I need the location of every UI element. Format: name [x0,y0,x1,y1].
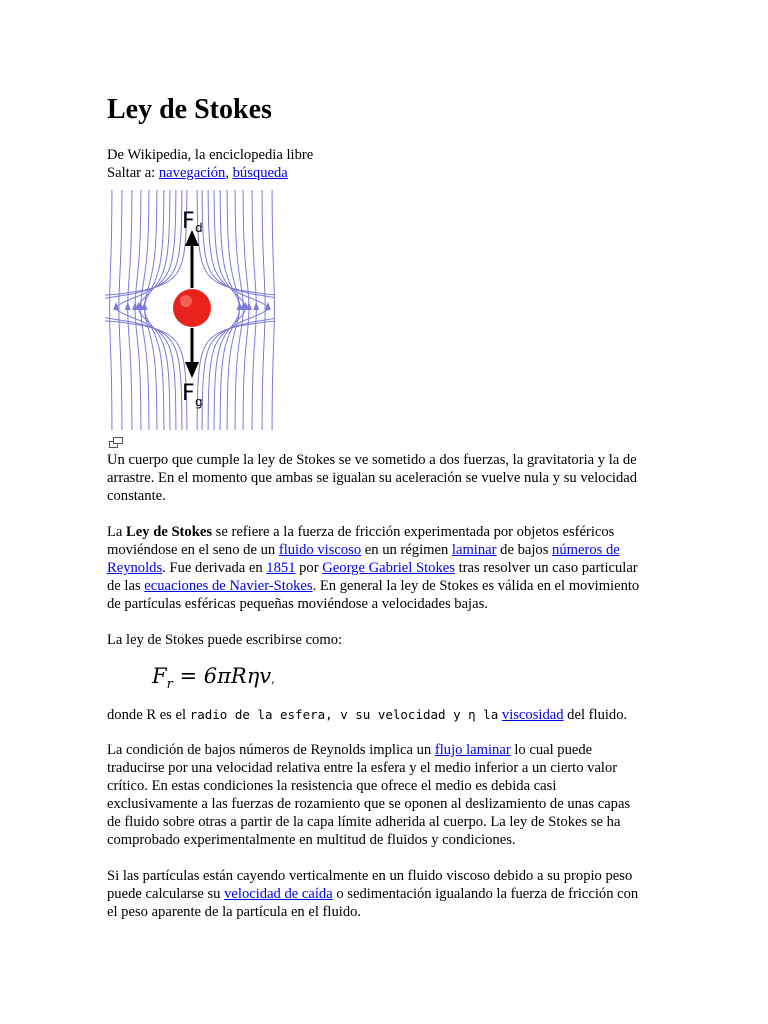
text-span: F [152,664,167,688]
text-span: exclusivamente a las fuerzas de rozamiento que se oponen al deslizamiento de unas capas [107,796,631,812]
text-span: crítico. En estas condiciones la resistencia que ofrece el medio es debida casi [107,778,557,794]
jump-prefix: Saltar a: [107,165,159,181]
text-span: = 6πRηv [172,664,272,688]
streamline [220,190,239,430]
text-span: en un régimen [361,542,452,558]
enlarge-icon[interactable] [109,437,123,448]
text-span: lo cual puede [510,742,593,758]
text-span: moviéndose en el seno de un [107,542,279,558]
nav-link[interactable]: navegación [158,165,226,181]
text-span: La [107,524,127,540]
link-velocidad-caida[interactable]: velocidad de caída [224,886,333,902]
text-span: de fluido sobre otras a partir de la capa límite adherida al cuerpo. La ley de Stokes se ha [107,814,621,830]
text-span: puede calcularse su [107,886,225,902]
figure-caption [107,451,667,505]
paragraph-formula-intro [107,631,667,649]
gravity-arrow-head [185,362,199,378]
text-span: La condición de bajos números de Reynolds implica un [107,742,435,758]
tagline [107,146,667,164]
paragraph-sedimentation [107,867,667,921]
text-span: De Wikipedia, la enciclopedia libre [107,147,314,163]
text-span: tras resolver un caso particular [454,560,638,576]
text-span: traducirse por una velocidad relativa entre la esfera y el medio inferior a un cierto valor [107,760,618,776]
streamline [145,190,164,430]
text-span: . Fue derivada en [162,560,267,576]
label-fg-sub: g [195,395,203,409]
stokes-figure[interactable] [105,190,275,430]
text-span: del fluido. [563,707,628,723]
link-numeros-reynolds[interactable]: números de [552,542,620,558]
text-span: o sedimentación igualando la fuerza de fricción con [332,886,639,902]
flow-arrow [125,302,131,310]
text-span: . En general la ley de Stokes es válida en el movimiento [312,578,640,594]
jump-links [107,164,667,182]
paragraph-reynolds [107,741,667,849]
flow-arrow [265,302,271,310]
jump-sep: , [225,165,233,181]
link-george-stokes[interactable]: George Gabriel Stokes [322,560,455,576]
text-span: Un cuerpo que cumple la ley de Stokes se ve sometido a dos fuerzas, la gravitatoria y la de [107,452,637,468]
text-span: el peso aparente de la partícula en el fluido. [107,904,362,920]
link-1851[interactable]: 1851 [266,560,296,576]
sphere-highlight [180,295,192,307]
label-fd-sub: d [195,221,203,235]
text-span: de las [107,578,145,594]
search-link[interactable]: búsqueda [232,165,288,181]
streamline [272,190,274,430]
term-bold: Ley de Stokes [126,524,212,540]
text-span: constante. [107,488,166,504]
text-span: r [166,677,173,693]
text-span: comprobado experimentalmente en multitud de fluidos y condiciones. [107,832,516,848]
streamline [119,190,122,430]
link-viscosidad[interactable]: viscosidad [501,707,564,723]
text-span: Si las partículas están cayendo verticalmente en un fluido viscoso debido a su propio peso [107,868,633,884]
flow-arrow [113,302,119,310]
text-span: arrastre. En el momento que ambas se igualan su aceleración se vuelve nula y su velocidad [107,470,638,486]
label-fd: F [182,209,195,234]
flow-arrow [253,302,259,310]
label-fg: F [182,381,195,406]
paragraph-variables [107,706,667,724]
link-flujo-laminar[interactable]: flujo laminar [434,742,511,758]
text-span: de bajos [496,542,553,558]
text-span: por [295,560,323,576]
page-title: Ley de Stokes [107,94,272,125]
link-numeros-reynolds-cont[interactable]: Reynolds [107,560,163,576]
text-span: La ley de Stokes puede escribirse como: [107,632,343,648]
streamline [262,190,265,430]
text-span: se refiere a la fuerza de fricción experimentada por objetos esféricos [212,524,615,540]
sphere [173,289,211,327]
link-laminar[interactable]: laminar [451,542,497,558]
text-span: de partículas esféricas pequeñas moviéndose a velocidades bajas. [107,596,488,612]
text-span: donde R es el [107,707,190,723]
stokes-formula [152,663,275,698]
streamline [110,190,112,430]
paragraph-definition [107,523,667,613]
link-navier-stokes[interactable]: ecuaciones de Navier-Stokes [144,578,313,594]
link-fluido-viscoso[interactable]: fluido viscoso [278,542,362,558]
flow-arrow [141,302,147,310]
text-span: radio de la esfera, v su velocidad y η la [189,707,499,722]
text-span: , [271,672,275,686]
